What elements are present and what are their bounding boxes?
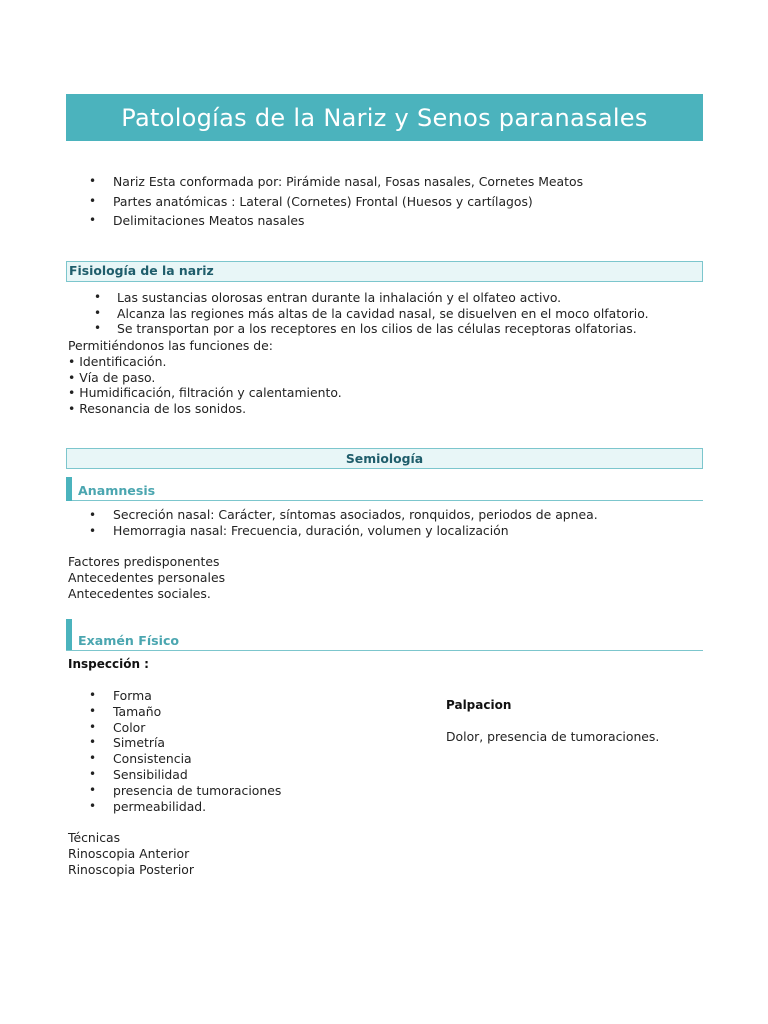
section-heading-semiologia	[66, 448, 703, 469]
factores-line: Antecedentes sociales.	[68, 585, 211, 601]
factores-line: Antecedentes personales	[68, 569, 226, 585]
funciones-line: • Identificación.	[68, 353, 167, 369]
intro-list	[113, 172, 583, 231]
funciones-line: Permitiéndonos las funciones de:	[68, 338, 273, 353]
section-heading-label: Fisiología de la nariz	[69, 263, 214, 278]
tecnicas-block	[68, 830, 194, 877]
tecnicas-line: Rinoscopia Anterior	[68, 845, 190, 861]
inspeccion-label: Inspección :	[68, 657, 149, 671]
funciones-line: • Humidificación, filtración y calentamiento.	[68, 385, 342, 401]
subheading-examen-fisico	[66, 626, 703, 651]
section-heading-fisiologia	[66, 261, 703, 282]
list-item: • Hemorragia nasal: Frecuencia, duración, volumen y localización	[113, 523, 598, 539]
fisiologia-list	[117, 290, 649, 337]
accent-bar	[66, 619, 72, 650]
section-heading-label: Semiología	[345, 451, 424, 466]
list-item: • Se transportan por a los receptores en los cilios de las células receptoras olfatorias.	[117, 321, 649, 337]
list-item: • Consistencia	[113, 751, 281, 767]
inspeccion-list	[113, 688, 281, 814]
funciones-line: • Resonancia de los sonidos.	[68, 401, 247, 417]
tecnicas-line: Rinoscopia Posterior	[68, 861, 194, 877]
list-item: • Alcanza las regiones más altas de la cavidad nasal, se disuelven en el moco olfatorio.	[117, 306, 649, 322]
funciones-line: • Vía de paso.	[68, 369, 156, 385]
list-item: • permeabilidad.	[113, 799, 281, 815]
list-item: • Nariz Esta conformada por: Pirámide nasal, Fosas nasales, Cornetes Meatos	[113, 172, 583, 192]
list-item: • Secreción nasal: Carácter, síntomas asociados, ronquidos, periodos de apnea.	[113, 507, 598, 523]
subheading-label: Examén Físico	[78, 633, 180, 648]
list-item: • Tamaño	[113, 704, 281, 720]
list-item: • Delimitaciones Meatos nasales	[113, 211, 583, 231]
tecnicas-line: Técnicas	[68, 830, 121, 845]
subheading-anamnesis	[66, 477, 703, 501]
list-item: • Las sustancias olorosas entran durante la inhalación y el olfateo activo.	[117, 290, 649, 306]
list-item: • Simetría	[113, 735, 281, 751]
list-item: • Color	[113, 720, 281, 736]
accent-bar	[66, 477, 72, 501]
funciones-block	[68, 338, 342, 417]
list-item: • presencia de tumoraciones	[113, 783, 281, 799]
subheading-label: Anamnesis	[78, 483, 156, 498]
palpacion-label: Palpacion	[446, 698, 512, 712]
factores-block	[68, 554, 225, 601]
list-item: • Partes anatómicas : Lateral (Cornetes) Frontal (Huesos y cartílagos)	[113, 192, 583, 212]
anamnesis-list	[113, 507, 598, 539]
palpacion-text: Dolor, presencia de tumoraciones.	[446, 729, 660, 744]
factores-line: Factores predisponentes	[68, 554, 220, 569]
document-title: Patologías de la Nariz y Senos paranasales	[66, 94, 703, 141]
list-item: • Forma	[113, 688, 281, 704]
list-item: • Sensibilidad	[113, 767, 281, 783]
